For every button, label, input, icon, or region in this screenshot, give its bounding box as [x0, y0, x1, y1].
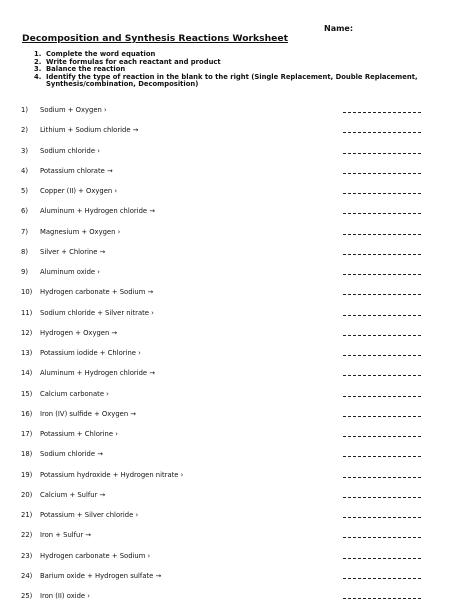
reaction-equation: Aluminum + Hydrogen chloride → [40, 207, 155, 216]
reaction-item [0, 469, 464, 481]
answer-blank[interactable] [343, 497, 421, 498]
reaction-item [0, 124, 464, 136]
reaction-item [0, 205, 464, 217]
reaction-equation: Potassium + Chlorine › [40, 430, 118, 438]
reaction-item [0, 307, 464, 319]
reaction-equation: Silver + Chlorine → [40, 247, 106, 256]
answer-blank[interactable] [343, 416, 421, 417]
answer-blank[interactable] [343, 375, 421, 376]
reaction-item [0, 226, 464, 238]
reaction-equation: Lithium + Sodium chloride → [40, 126, 139, 135]
worksheet-title: Decomposition and Synthesis Reactions Worksheet [22, 33, 289, 44]
instruction-text: Write formulas for each reactant and product [46, 57, 221, 66]
reaction-equation: Sodium chloride + Silver nitrate › [40, 308, 154, 317]
instructions-list [34, 51, 434, 89]
reaction-equation: Potassium iodide + Chlorine › [40, 349, 141, 357]
instruction-number: 2. [34, 57, 42, 66]
reaction-number: 2) [21, 126, 28, 135]
instruction-number: 4. [34, 72, 42, 81]
reaction-equation: Hydrogen + Oxygen → [40, 328, 118, 337]
reaction-number: 14) [21, 369, 33, 378]
reaction-number: 24) [21, 571, 33, 580]
reaction-equation: Aluminum + Hydrogen chloride → [40, 369, 155, 378]
reaction-equation: Potassium + Silver chloride › [40, 511, 139, 519]
reaction-number: 4) [21, 166, 28, 175]
reaction-item [0, 266, 464, 278]
instruction-text: Complete the word equation [46, 50, 156, 58]
reaction-item [0, 550, 464, 562]
answer-blank[interactable] [343, 132, 421, 133]
reaction-equation: Potassium hydroxide + Hydrogen nitrate › [40, 470, 184, 479]
answer-blank[interactable] [343, 173, 421, 174]
reaction-item [0, 367, 464, 379]
instruction-item [34, 74, 434, 89]
reaction-equation: Iron + Sulfur → [40, 531, 91, 540]
reaction-number: 1) [21, 106, 28, 114]
reaction-item [0, 570, 464, 582]
reaction-equation: Sodium chloride › [40, 146, 100, 155]
reaction-number: 25) [21, 592, 33, 600]
reaction-equation: Aluminum oxide › [40, 268, 100, 276]
instruction-number: 3. [34, 65, 42, 74]
reaction-item [0, 428, 464, 440]
reaction-item [0, 104, 464, 116]
reaction-equation: Potassium chlorate → [40, 166, 113, 175]
reaction-equation: Hydrogen carbonate + Sodium → [40, 288, 154, 297]
reaction-equation: Sodium + Oxygen › [40, 106, 107, 114]
reaction-number: 15) [21, 389, 33, 398]
reaction-equation: Barium oxide + Hydrogen sulfate → [40, 571, 162, 580]
answer-blank[interactable] [343, 274, 421, 275]
reaction-number: 12) [21, 328, 33, 337]
reaction-number: 9) [21, 268, 28, 276]
reaction-number: 19) [21, 470, 33, 479]
reaction-number: 13) [21, 349, 33, 357]
answer-blank[interactable] [343, 537, 421, 538]
answer-blank[interactable] [343, 578, 421, 579]
answer-blank[interactable] [343, 517, 421, 518]
reaction-number: 23) [21, 551, 33, 560]
reaction-equation: Calcium + Sulfur → [40, 490, 106, 499]
answer-blank[interactable] [343, 294, 421, 295]
reaction-item [0, 246, 464, 258]
answer-blank[interactable] [343, 112, 421, 113]
instruction-text: Balance the reaction [46, 65, 126, 74]
reaction-number: 11) [21, 308, 33, 317]
answer-blank[interactable] [343, 335, 421, 336]
reaction-number: 7) [21, 227, 28, 236]
reaction-equation: Sodium chloride → [40, 450, 103, 459]
answer-blank[interactable] [343, 315, 421, 316]
reaction-number: 18) [21, 450, 33, 459]
answer-blank[interactable] [343, 456, 421, 457]
reaction-number: 8) [21, 247, 28, 256]
reaction-item [0, 529, 464, 541]
answer-blank[interactable] [343, 355, 421, 356]
reaction-number: 5) [21, 187, 28, 195]
instruction-number: 1. [34, 50, 42, 58]
reaction-equation: Calcium carbonate › [40, 389, 109, 398]
reaction-equation: Iron (IV) sulfide + Oxygen → [40, 409, 136, 418]
reaction-item [0, 408, 464, 420]
reaction-equation: Iron (II) oxide › [40, 592, 90, 600]
instruction-text: Identify the type of reaction in the blank to the right (Single Replacement, Double Replacement, Synthesis/combination, Decomposition) [46, 72, 418, 89]
answer-blank[interactable] [343, 153, 421, 154]
reaction-item [0, 388, 464, 400]
answer-blank[interactable] [343, 558, 421, 559]
reaction-number: 17) [21, 430, 33, 438]
name-label: Name: [324, 24, 354, 33]
reaction-number: 3) [21, 146, 28, 155]
reaction-item [0, 185, 464, 197]
answer-blank[interactable] [343, 234, 421, 235]
answer-blank[interactable] [343, 213, 421, 214]
reaction-number: 20) [21, 490, 33, 499]
reaction-item [0, 347, 464, 359]
reaction-number: 10) [21, 288, 33, 297]
answer-blank[interactable] [343, 254, 421, 255]
reaction-number: 6) [21, 207, 28, 216]
answer-blank[interactable] [343, 477, 421, 478]
reaction-equation: Copper (II) + Oxygen › [40, 187, 118, 195]
answer-blank[interactable] [343, 396, 421, 397]
answer-blank[interactable] [343, 598, 421, 599]
reaction-item [0, 286, 464, 298]
reaction-number: 16) [21, 409, 33, 418]
reaction-item [0, 145, 464, 157]
answer-blank[interactable] [343, 193, 421, 194]
reaction-item [0, 590, 464, 602]
answer-blank[interactable] [343, 436, 421, 437]
reaction-equation: Magnesium + Oxygen › [40, 227, 121, 236]
reaction-equation: Hydrogen carbonate + Sodium › [40, 551, 151, 560]
reaction-item [0, 489, 464, 501]
reaction-item [0, 509, 464, 521]
reaction-item [0, 448, 464, 460]
reaction-item [0, 165, 464, 177]
reaction-item [0, 327, 464, 339]
reaction-number: 22) [21, 531, 33, 540]
reaction-number: 21) [21, 511, 33, 519]
